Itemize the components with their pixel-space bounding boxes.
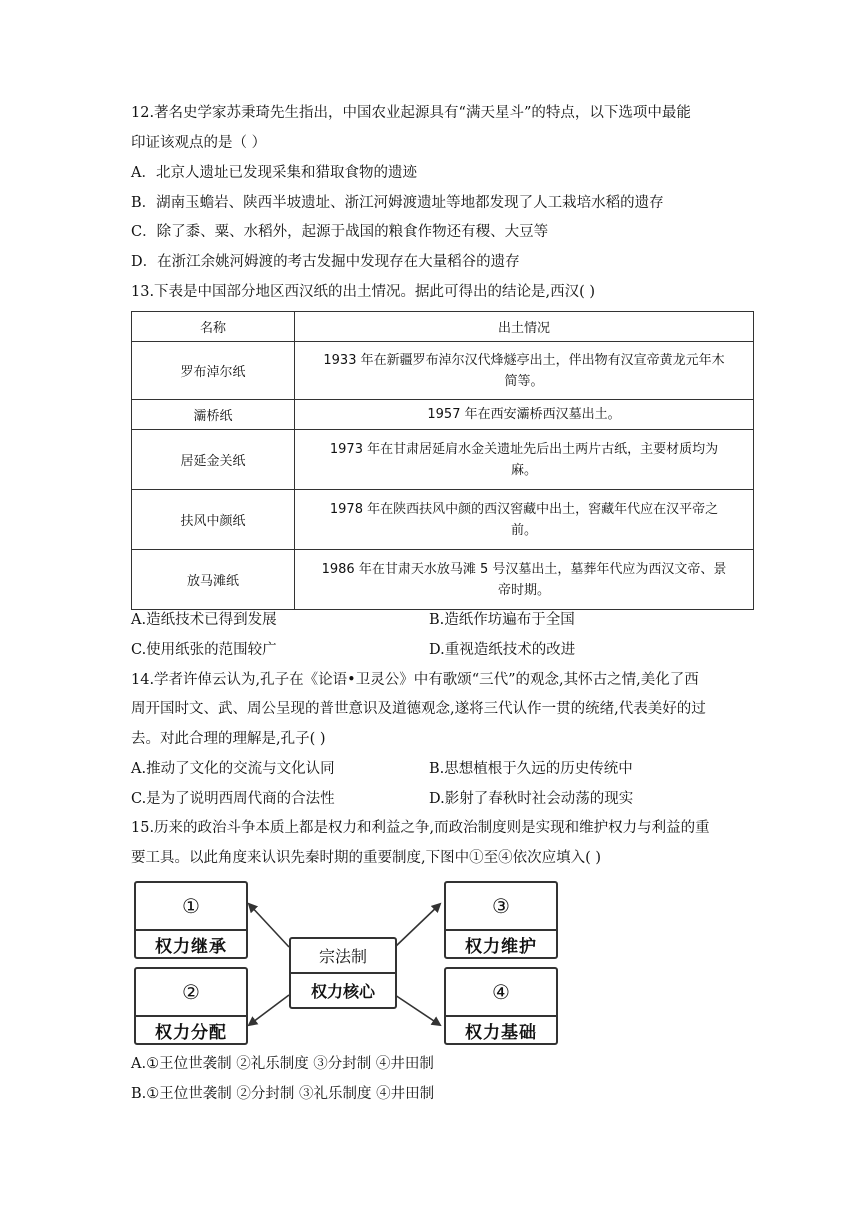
arrow-to-box4 — [395, 995, 440, 1025]
box-4 — [444, 967, 558, 1045]
header-name: 名称 — [132, 312, 295, 342]
box-1-label: 权力继承 — [136, 929, 246, 957]
q15-stem-line1: 15.历来的政治斗争本质上都是权力和利益之争,而政治制度则是实现和维护权力与利益的重 — [131, 820, 710, 836]
box-1 — [134, 881, 248, 959]
q14-option-d: D.影射了春秋时社会动荡的现实 — [429, 791, 634, 807]
center-title: 宗法制 — [318, 947, 367, 966]
row-name: 扶风中颜纸 — [132, 490, 295, 550]
q14-stem-line1: 14.学者许倬云认为,孔子在《论语•卫灵公》中有歌颂“三代”的观念,其怀古之情,美化了西 — [131, 672, 699, 688]
q13-option-c: C.使用纸张的范围较广 — [131, 642, 277, 658]
arrow-to-box1 — [249, 904, 289, 947]
zongfa-diagram — [131, 879, 561, 1044]
table-header-row — [132, 312, 754, 342]
q14-stem-line3: 去。对此合理的理解是,孔子( ) — [131, 731, 326, 747]
header-finds: 出土情况 — [295, 312, 754, 342]
row-desc: 1933 年在新疆罗布淖尔汉代烽燧亭出土，伴出物有汉宣帝黄龙元年木 简等。 — [295, 342, 754, 400]
q12-option-c: C．除了黍、粟、水稻外，起源于战国的粮食作物还有稷、大豆等 — [131, 224, 549, 240]
q13-stem: 13.下表是中国部分地区西汉纸的出土情况。据此可得出的结论是,西汉( ) — [131, 284, 596, 300]
box-2 — [134, 967, 248, 1045]
arrow-to-box2 — [249, 995, 289, 1025]
row-name: 居延金关纸 — [132, 430, 295, 490]
q15-option-b: B.①王位世袭制 ②分封制 ③礼乐制度 ④井田制 — [131, 1086, 435, 1102]
box-4-label: 权力基础 — [446, 1015, 556, 1043]
arrow-to-box3 — [395, 904, 440, 947]
table-row — [132, 342, 754, 400]
row-name: 灞桥纸 — [132, 400, 295, 430]
box-3-number: ③ — [492, 894, 510, 918]
q15-option-a: A.①王位世袭制 ②礼乐制度 ③分封制 ④井田制 — [131, 1056, 434, 1072]
q12-option-b: B．湖南玉蟾岩、陕西半坡遗址、浙江河姆渡遗址等地都发现了人工栽培水稻的遗存 — [131, 195, 664, 211]
table-row — [132, 490, 754, 550]
box-2-label: 权力分配 — [136, 1015, 246, 1043]
row-name: 罗布淖尔纸 — [132, 342, 295, 400]
paper-finds-table — [131, 311, 754, 610]
table-row — [132, 400, 754, 430]
q14-option-a: A.推动了文化的交流与文化认同 — [131, 761, 335, 777]
q14-option-b: B.思想植根于久远的历史传统中 — [429, 761, 633, 777]
box-2-number: ② — [182, 980, 200, 1004]
q13-option-a: A.造纸技术已得到发展 — [131, 612, 277, 628]
q13-option-d: D.重视造纸技术的改进 — [429, 642, 576, 658]
q12-stem-line2: 印证该观点的是（ ） — [131, 135, 267, 151]
box-3 — [444, 881, 558, 959]
row-desc: 1978 年在陕西扶风中颜的西汉窖藏中出土，窖藏年代应在汉平帝之 前。 — [295, 490, 754, 550]
box-3-label: 权力维护 — [446, 929, 556, 957]
table-row — [132, 430, 754, 490]
row-desc: 1957 年在西安灞桥西汉墓出土。 — [295, 400, 754, 430]
q12-option-d: D．在浙江余姚河姆渡的考古发掘中发现存在大量稻谷的遗存 — [131, 254, 520, 270]
box-1-number: ① — [182, 894, 200, 918]
row-desc: 1973 年在甘肃居延肩水金关遗址先后出土两片古纸，主要材质均为 麻。 — [295, 430, 754, 490]
row-desc: 1986 年在甘肃天水放马滩 5 号汉墓出土，墓葬年代应为西汉文帝、景 帝时期。 — [295, 550, 754, 610]
box-4-number: ④ — [492, 980, 510, 1004]
q15-stem-line2: 要工具。以此角度来认识先秦时期的重要制度,下图中①至④依次应填入( ) — [131, 850, 602, 866]
center-label: 权力核心 — [291, 972, 395, 1007]
q12-option-a: A．北京人遗址已发现采集和猎取食物的遗迹 — [131, 165, 417, 181]
table-row — [132, 550, 754, 610]
q13-option-b: B.造纸作坊遍布于全国 — [429, 612, 575, 628]
q12-stem-line1: 12.著名史学家苏秉琦先生指出，中国农业起源具有“满天星斗”的特点，以下选项中最能 — [131, 105, 691, 121]
row-name: 放马滩纸 — [132, 550, 295, 610]
q14-option-c: C.是为了说明西周代商的合法性 — [131, 791, 335, 807]
q14-stem-line2: 周开国时文、武、周公呈现的普世意识及道德观念,遂将三代认作一贯的统绪,代表美好的过 — [131, 701, 706, 717]
center-box — [289, 937, 397, 1009]
